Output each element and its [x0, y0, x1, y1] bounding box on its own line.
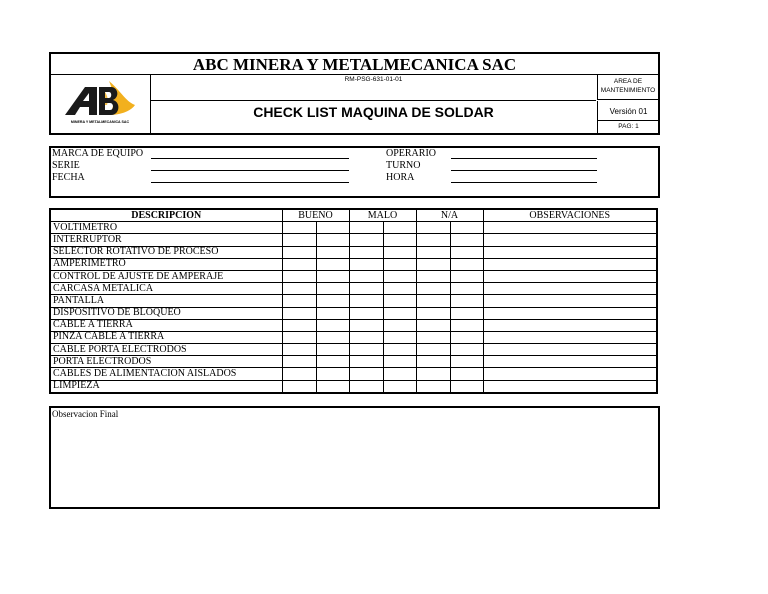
na-cell[interactable]: [416, 270, 450, 282]
bueno-cell[interactable]: [316, 380, 349, 393]
checklist-item-label: CONTROL DE AJUSTE DE AMPERAJE: [50, 270, 282, 282]
observaciones-cell[interactable]: [483, 319, 657, 331]
document-title: CHECK LIST MAQUINA DE SOLDAR: [253, 104, 494, 120]
na-cell[interactable]: [416, 319, 450, 331]
checklist-item-label: SELECTOR ROTATIVO DE PROCESO: [50, 246, 282, 258]
malo-cell[interactable]: [383, 258, 416, 270]
bueno-cell[interactable]: [282, 234, 316, 246]
hora-field[interactable]: [451, 182, 597, 183]
malo-cell[interactable]: [383, 246, 416, 258]
observaciones-header: OBSERVACIONES: [483, 209, 657, 222]
malo-cell[interactable]: [349, 283, 383, 295]
logo-cell: [51, 75, 151, 133]
bueno-cell[interactable]: [282, 368, 316, 380]
observaciones-cell[interactable]: [483, 344, 657, 356]
bueno-cell[interactable]: [282, 331, 316, 343]
malo-cell[interactable]: [349, 380, 383, 393]
bueno-cell[interactable]: [316, 295, 349, 307]
bueno-cell[interactable]: [282, 380, 316, 393]
final-observation-box[interactable]: [49, 406, 660, 509]
bueno-cell[interactable]: [282, 222, 316, 234]
observaciones-cell[interactable]: [483, 331, 657, 343]
malo-cell[interactable]: [349, 246, 383, 258]
na-cell[interactable]: [450, 234, 483, 246]
na-cell[interactable]: [416, 258, 450, 270]
checklist-item-label: PANTALLA: [50, 295, 282, 307]
malo-cell[interactable]: [383, 356, 416, 368]
descripcion-header: DESCRIPCION: [50, 209, 282, 222]
bueno-cell[interactable]: [282, 307, 316, 319]
checklist-item-label: PORTA ELECTRODOS: [50, 356, 282, 368]
na-cell[interactable]: [450, 246, 483, 258]
na-cell[interactable]: [416, 356, 450, 368]
na-header: N/A: [416, 209, 483, 222]
bueno-cell[interactable]: [316, 331, 349, 343]
observaciones-cell[interactable]: [483, 270, 657, 282]
malo-cell[interactable]: [349, 270, 383, 282]
fecha-field[interactable]: [151, 182, 349, 183]
observaciones-cell[interactable]: [483, 283, 657, 295]
checklist-row: [50, 234, 657, 246]
na-cell[interactable]: [450, 283, 483, 295]
na-cell[interactable]: [416, 246, 450, 258]
malo-cell[interactable]: [383, 331, 416, 343]
checklist-row: [50, 222, 657, 234]
checklist-row: [50, 331, 657, 343]
bueno-cell[interactable]: [282, 295, 316, 307]
bueno-cell[interactable]: [316, 222, 349, 234]
malo-cell[interactable]: [383, 368, 416, 380]
na-cell[interactable]: [450, 319, 483, 331]
observaciones-cell[interactable]: [483, 258, 657, 270]
malo-header: MALO: [349, 209, 416, 222]
na-cell[interactable]: [450, 270, 483, 282]
na-cell[interactable]: [450, 222, 483, 234]
malo-cell[interactable]: [383, 319, 416, 331]
malo-cell[interactable]: [349, 258, 383, 270]
observaciones-cell[interactable]: [483, 234, 657, 246]
na-cell[interactable]: [450, 258, 483, 270]
malo-cell[interactable]: [383, 295, 416, 307]
checklist-item-label: DISPOSITIVO DE BLOQUEO: [50, 307, 282, 319]
checklist-table: [49, 208, 658, 394]
document-header: [49, 52, 660, 135]
bueno-cell[interactable]: [316, 246, 349, 258]
checklist-row: [50, 246, 657, 258]
malo-cell[interactable]: [349, 368, 383, 380]
malo-cell[interactable]: [383, 283, 416, 295]
checklist-row: [50, 368, 657, 380]
na-cell[interactable]: [450, 331, 483, 343]
operario-label: OPERARIO: [386, 148, 437, 159]
checklist-row: [50, 307, 657, 319]
checklist-row: [50, 380, 657, 393]
observaciones-cell[interactable]: [483, 368, 657, 380]
bueno-cell[interactable]: [282, 258, 316, 270]
na-cell[interactable]: [416, 331, 450, 343]
malo-cell[interactable]: [349, 307, 383, 319]
checklist-row: [50, 283, 657, 295]
company-logo: [51, 75, 150, 133]
bueno-cell[interactable]: [282, 319, 316, 331]
serie-field[interactable]: [151, 170, 349, 171]
checklist-row: [50, 270, 657, 282]
bueno-cell[interactable]: [282, 283, 316, 295]
malo-cell[interactable]: [349, 331, 383, 343]
malo-cell[interactable]: [383, 234, 416, 246]
malo-cell[interactable]: [383, 380, 416, 393]
bueno-cell[interactable]: [316, 319, 349, 331]
checklist-row: [50, 258, 657, 270]
malo-cell[interactable]: [349, 319, 383, 331]
observaciones-cell[interactable]: [483, 295, 657, 307]
malo-cell[interactable]: [349, 234, 383, 246]
na-cell[interactable]: [450, 380, 483, 393]
bueno-cell[interactable]: [282, 246, 316, 258]
bueno-header: BUENO: [282, 209, 349, 222]
checklist-item-label: CARCASA METALICA: [50, 283, 282, 295]
turno-field[interactable]: [451, 170, 597, 171]
checklist-item-label: CABLE PORTA ELECTRODOS: [50, 344, 282, 356]
malo-cell[interactable]: [349, 222, 383, 234]
checklist-item-label: CABLES DE ALIMENTACION AISLADOS: [50, 368, 282, 380]
bueno-cell[interactable]: [316, 307, 349, 319]
observaciones-cell[interactable]: [483, 222, 657, 234]
checklist-item-label: LIMPIEZA: [50, 380, 282, 393]
bueno-cell[interactable]: [316, 270, 349, 282]
na-cell[interactable]: [416, 222, 450, 234]
bueno-cell[interactable]: [316, 344, 349, 356]
checklist-item-label: VOLTIMETRO: [50, 222, 282, 234]
equipment-info: [49, 146, 660, 198]
na-cell[interactable]: [450, 295, 483, 307]
na-cell[interactable]: [416, 368, 450, 380]
bueno-cell[interactable]: [316, 356, 349, 368]
malo-cell[interactable]: [383, 270, 416, 282]
malo-cell[interactable]: [383, 222, 416, 234]
checklist-item-label: AMPERIMETRO: [50, 258, 282, 270]
bueno-cell[interactable]: [316, 234, 349, 246]
company-name: ABC MINERA Y METALMECANICA SAC: [51, 54, 658, 75]
serie-label: SERIE: [52, 160, 80, 171]
malo-cell[interactable]: [383, 307, 416, 319]
observaciones-cell[interactable]: [483, 307, 657, 319]
checklist-item-label: INTERRUPTOR: [50, 234, 282, 246]
malo-cell[interactable]: [349, 356, 383, 368]
checklist-item-label: PINZA CABLE A TIERRA: [50, 331, 282, 343]
fecha-label: FECHA: [52, 172, 85, 183]
na-cell[interactable]: [416, 295, 450, 307]
checklist-row: [50, 295, 657, 307]
na-cell[interactable]: [450, 344, 483, 356]
bueno-cell[interactable]: [316, 368, 349, 380]
checklist-row: [50, 356, 657, 368]
bueno-cell[interactable]: [282, 344, 316, 356]
bueno-cell[interactable]: [282, 270, 316, 282]
observaciones-cell[interactable]: [483, 380, 657, 393]
bueno-cell[interactable]: [282, 356, 316, 368]
observaciones-cell[interactable]: [483, 246, 657, 258]
marca-field[interactable]: [151, 158, 349, 159]
na-cell[interactable]: [416, 283, 450, 295]
marca-label: MARCA DE EQUIPO: [52, 148, 144, 159]
checklist-row: [50, 344, 657, 356]
checklist-row: [50, 319, 657, 331]
page-label: PAG: 1: [597, 121, 659, 133]
turno-label: TURNO: [386, 160, 421, 171]
na-cell[interactable]: [416, 307, 450, 319]
operario-field[interactable]: [451, 158, 597, 159]
malo-cell[interactable]: [383, 344, 416, 356]
na-cell[interactable]: [450, 368, 483, 380]
checklist-header-row: [50, 209, 657, 222]
na-cell[interactable]: [416, 380, 450, 393]
na-cell[interactable]: [416, 344, 450, 356]
checklist-item-label: CABLE A TIERRA: [50, 319, 282, 331]
na-cell[interactable]: [450, 307, 483, 319]
document-code: RM-PSG-631-01-01: [151, 75, 596, 101]
malo-cell[interactable]: [349, 344, 383, 356]
area-label: AREA DE MANTENIMIENTO: [597, 75, 658, 100]
na-cell[interactable]: [450, 356, 483, 368]
bueno-cell[interactable]: [316, 258, 349, 270]
version-label: Versión 01: [597, 101, 659, 121]
final-observation-label: Observacion Final: [52, 409, 119, 419]
logo-caption: MINERA Y METALMECANICA SAC: [70, 120, 130, 124]
na-cell[interactable]: [416, 234, 450, 246]
observaciones-cell[interactable]: [483, 356, 657, 368]
malo-cell[interactable]: [349, 295, 383, 307]
hora-label: HORA: [386, 172, 415, 183]
bueno-cell[interactable]: [316, 283, 349, 295]
